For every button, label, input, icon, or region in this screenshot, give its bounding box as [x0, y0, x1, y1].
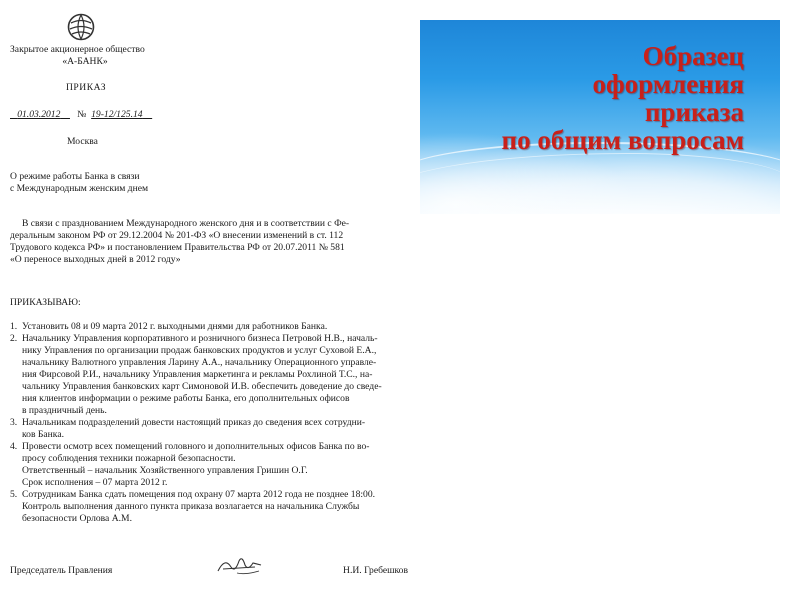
subject-line: О режиме работы Банка в связи: [10, 171, 140, 182]
signature-block: [10, 565, 408, 585]
item-line: Начальнику Управления корпоративного и розничного бизнеса Петровой Н.В., началь-: [22, 333, 378, 344]
list-item: [10, 333, 408, 417]
date-number-line: [10, 109, 152, 121]
signer-role: Председатель Правления: [10, 565, 113, 576]
item-line: Срок исполнения – 07 марта 2012 г.: [22, 477, 168, 488]
item-line: ния Фирсовой Р.И., начальнику Управления маркетинга и рекламы Рохлиной Т.С., на-: [22, 369, 373, 380]
item-line: нику Управления по организации продаж банковских продуктов и услуг Суховой Е.А.,: [22, 345, 377, 356]
order-number-value: 19-12/125.14: [91, 109, 143, 120]
preamble-line: В связи с празднованием Международного женского дня и в соответствии с Фе-: [22, 218, 350, 229]
preamble-line: Трудового кодекса РФ» и постановлением Правительства РФ от 20.07.2011 № 581: [10, 242, 345, 253]
item-number: 2.: [10, 333, 18, 344]
order-document: [10, 8, 410, 592]
city: Москва: [67, 136, 98, 147]
item-number: 1.: [10, 321, 18, 332]
banner-title-line: приказа: [644, 97, 744, 127]
order-number: [91, 109, 152, 120]
item-line: безопасности Орлова А.М.: [22, 513, 132, 524]
preamble-line: деральным законом РФ от 29.12.2004 № 201-ФЗ «О внесении изменений в ст. 112: [10, 230, 344, 241]
item-line: просу соблюдения техники пожарной безопасности.: [22, 453, 236, 464]
banner-title-line: оформления: [592, 69, 744, 99]
title-banner: [420, 20, 780, 214]
bank-logo-icon: [66, 12, 96, 42]
item-line: ния клиентов информации о режиме работы Банка, его дополнительных офисов: [22, 393, 350, 404]
list-item: [10, 321, 408, 333]
item-line: Контроль выполнения данного пункта приказа возлагается на начальника Службы: [22, 501, 360, 512]
subject-line: с Международным женским днем: [10, 183, 149, 194]
org-name: «А-БАНК»: [62, 56, 108, 67]
organization-name: [10, 44, 160, 68]
order-date: [10, 109, 70, 120]
org-type: Закрытое акционерное общество: [10, 44, 145, 55]
banner-wave-decoration: [420, 153, 780, 214]
list-item: [10, 441, 408, 489]
handwritten-signature: [215, 553, 265, 577]
item-line: Провести осмотр всех помещений головного и дополнительных офисов Банка по во-: [22, 441, 370, 452]
item-number: 3.: [10, 417, 18, 428]
order-items-list: [10, 321, 408, 525]
number-sign: №: [77, 109, 87, 120]
item-line: начальнику Валютного управления Ларину А.А., начальнику Операционного управле-: [22, 357, 377, 368]
item-line: Установить 08 и 09 марта 2012 г. выходными днями для работников Банка.: [22, 321, 328, 332]
banner-title: [420, 42, 744, 154]
banner-title-line: Образец: [642, 41, 744, 71]
item-line: Начальникам подразделений довести настоящий приказ до сведения всех сотрудни-: [22, 417, 366, 428]
item-line: ков Банка.: [22, 429, 64, 440]
item-number: 5.: [10, 489, 18, 500]
preamble-line: «О переносе выходных дней в 2012 году»: [10, 254, 181, 265]
order-subject: [10, 171, 190, 195]
item-line: Сотрудникам Банка сдать помещения под охрану 07 марта 2012 года не позднее 18:00.: [22, 489, 376, 500]
item-line: в праздничный день.: [22, 405, 107, 416]
item-number: 4.: [10, 441, 18, 452]
banner-title-line: по общим вопросам: [501, 125, 744, 155]
order-heading: ПРИКАЗ: [66, 82, 107, 93]
order-date-value: 01.03.2012: [17, 109, 61, 120]
list-item: [10, 417, 408, 441]
item-line: Ответственный – начальник Хозяйственного управления Гришин О.Г.: [22, 465, 308, 476]
list-item: [10, 489, 408, 525]
preamble: [10, 218, 408, 266]
item-line: чальнику Управления банковских карт Симоновой И.В. обеспечить доведение до сведе-: [22, 381, 382, 392]
signer-name: Н.И. Гребешков: [343, 565, 408, 576]
command-word: ПРИКАЗЫВАЮ:: [10, 297, 81, 308]
